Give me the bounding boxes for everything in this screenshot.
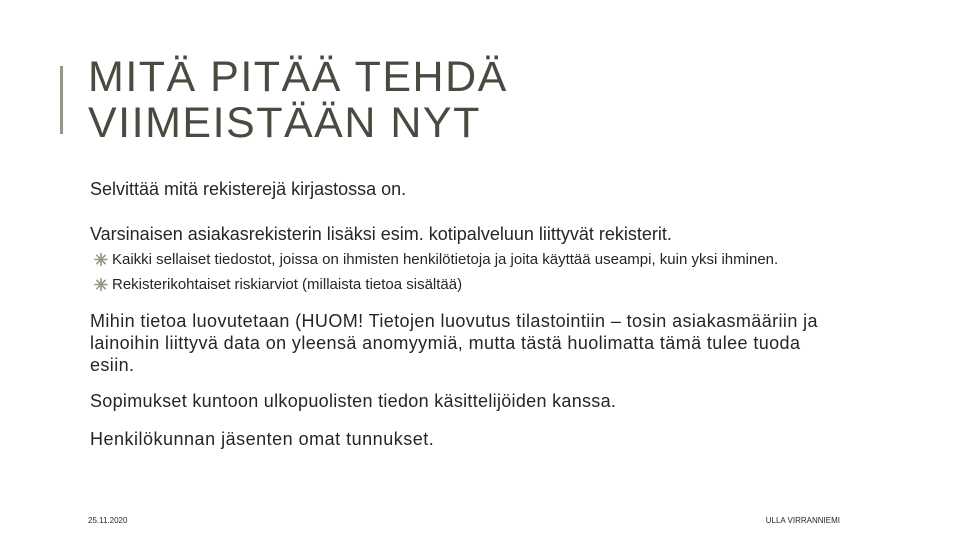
title-accent-rule xyxy=(60,66,63,134)
sub-bullet-item xyxy=(90,251,872,268)
asterisk-bullet-icon xyxy=(93,276,109,293)
paragraph-staff-credentials: Henkilökunnan jäsenten omat tunnukset. xyxy=(90,429,435,449)
footer-date: 25.11.2020 xyxy=(88,516,128,525)
slide-content xyxy=(90,178,850,450)
sub-bullet-text: Kaikki sellaiset tiedostot, joissa on ihmisten henkilötietoja ja joita käyttää useampi, kuin yksi ihminen. xyxy=(112,251,779,268)
footer-author: ULLA VIRRANNIEMI xyxy=(765,516,840,525)
asterisk-bullet-icon xyxy=(93,251,109,268)
paragraph-data-disclosure: Mihin tietoa luovutetaan (HUOM! Tietojen luovutus tilastointiin – tosin asiakasmääriin ja lainoihin liittyvä data on yleensä anomyymiä, mutta tästä huolimatta tämä tulee tuoda esiin. xyxy=(90,311,818,375)
paragraph-registers: Selvittää mitä rekisterejä kirjastossa on. xyxy=(90,179,407,199)
sub-bullet-item xyxy=(90,276,872,293)
paragraph-contracts: Sopimukset kuntoon ulkopuolisten tiedon käsittelijöiden kanssa. xyxy=(90,391,617,411)
slide-title xyxy=(88,54,508,146)
slide-title-line-2: VIIMEISTÄÄN NYT xyxy=(88,99,481,147)
slide-title-line-1: MITÄ PITÄÄ TEHDÄ xyxy=(88,53,508,101)
sub-bullet-text: Rekisterikohtaiset riskiarviot (millaista tietoa sisältää) xyxy=(112,276,463,293)
paragraph-other-registers: Varsinaisen asiakasrekisterin lisäksi esim. kotipalveluun liittyvät rekisterit. xyxy=(90,224,672,244)
